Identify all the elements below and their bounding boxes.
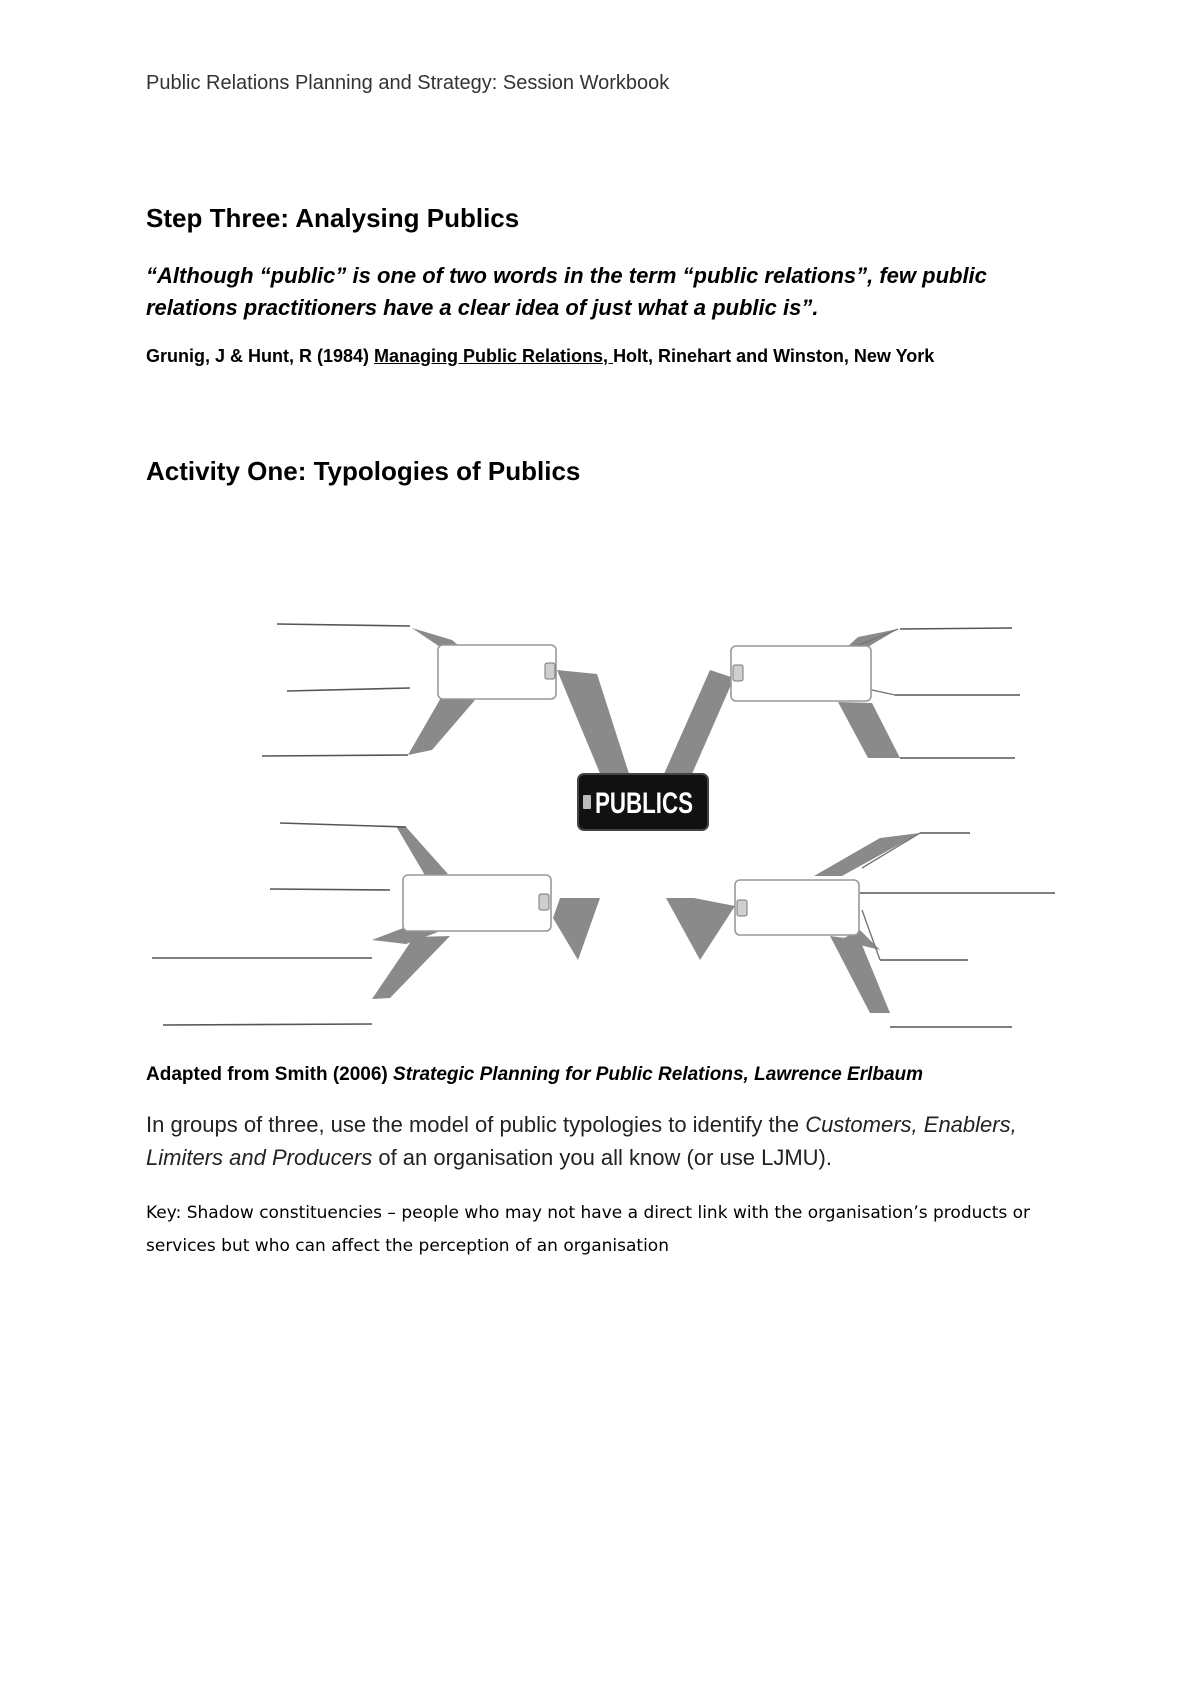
instructions-part2: of an organisation you all know (or use LJMU). xyxy=(372,1145,832,1170)
answer-line xyxy=(270,889,390,890)
publics-mind-map xyxy=(0,600,1200,1060)
collapse-icon[interactable] xyxy=(737,900,747,916)
answer-line xyxy=(287,688,410,691)
typology-box-top-left[interactable] xyxy=(438,645,556,699)
answer-line xyxy=(262,755,408,756)
collapse-icon[interactable] xyxy=(583,795,591,809)
step-heading: Step Three: Analysing Publics xyxy=(146,203,520,233)
activity-heading: Activity One: Typologies of Publics xyxy=(146,456,581,486)
instructions xyxy=(146,1108,1066,1174)
branch-bottom-right xyxy=(666,898,735,960)
collapse-icon[interactable] xyxy=(545,663,555,679)
adapted-from xyxy=(146,1064,923,1086)
instructions-italic: Customers, Enablers, Limiters and Producers xyxy=(146,1112,1017,1170)
typology-box-bottom-right[interactable] xyxy=(735,880,859,935)
citation xyxy=(146,346,934,367)
adapted-suffix: , Lawrence Erlbaum xyxy=(743,1064,924,1085)
answer-line xyxy=(163,1024,372,1025)
node-bottom-right xyxy=(735,880,859,935)
answer-line xyxy=(277,624,410,626)
grunig-quote: “Although “public” is one of two words in the term “public relations”, few public relations practitioners have a clear idea of just what a public is”. xyxy=(146,263,987,320)
node-top-right xyxy=(731,646,871,701)
typology-box-bottom-left[interactable] xyxy=(403,875,551,931)
citation-book-title: Managing Public Relations, xyxy=(374,346,614,366)
citation-publisher: Holt, Rinehart and Winston, New York xyxy=(613,346,935,366)
branch-bottom-left xyxy=(553,898,600,960)
adapted-prefix: Adapted from Smith (2006) xyxy=(146,1064,394,1085)
citation-authors: Grunig, J & Hunt, R (1984) xyxy=(146,346,375,366)
running-header: Public Relations Planning and Strategy: Session Workbook xyxy=(146,72,670,94)
node-bottom-left xyxy=(403,875,551,931)
collapse-icon[interactable] xyxy=(539,894,549,910)
collapse-icon[interactable] xyxy=(733,665,743,681)
node-top-left xyxy=(438,645,556,699)
branch-top-right xyxy=(660,670,734,783)
answer-line xyxy=(280,823,406,827)
adapted-title: Strategic Planning for Public Relations xyxy=(393,1064,744,1085)
answer-line xyxy=(900,628,1012,629)
branch-top-left xyxy=(557,670,632,783)
central-node-label: PUBLICS xyxy=(595,787,693,820)
instructions-part1: In groups of three, use the model of public typologies to identify the xyxy=(146,1112,806,1137)
central-node xyxy=(578,774,708,830)
key-note: Key: Shadow constituencies – people who may not have a direct link with the organisation’s products or services but who can affect the perception of an organisation xyxy=(146,1203,1031,1256)
typology-box-top-right[interactable] xyxy=(731,646,871,701)
